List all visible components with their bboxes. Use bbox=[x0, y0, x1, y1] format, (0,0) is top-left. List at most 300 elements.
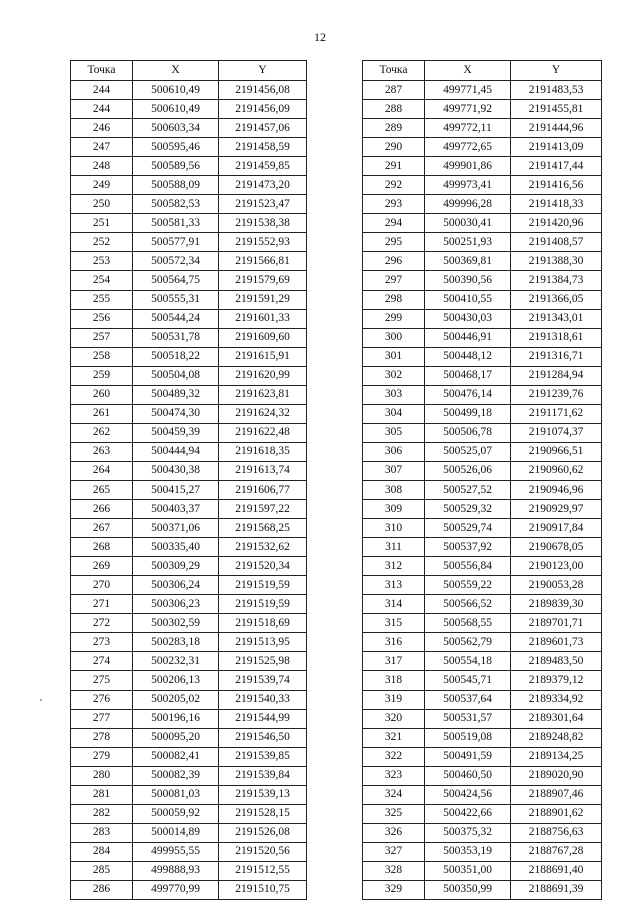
cell-x: 500559,22 bbox=[425, 576, 511, 595]
cell-point: 265 bbox=[71, 480, 133, 499]
table-row bbox=[363, 195, 602, 214]
table-row bbox=[71, 880, 307, 899]
table-row bbox=[363, 595, 602, 614]
cell-x: 500309,29 bbox=[133, 557, 219, 576]
cell-y: 2191413,09 bbox=[511, 138, 602, 157]
cell-y: 2191539,13 bbox=[219, 785, 307, 804]
cell-x: 500499,18 bbox=[425, 404, 511, 423]
cell-point: 284 bbox=[71, 842, 133, 861]
table-row bbox=[71, 785, 307, 804]
cell-point: 281 bbox=[71, 785, 133, 804]
table-row bbox=[71, 652, 307, 671]
table-row bbox=[363, 252, 602, 271]
table-row bbox=[71, 690, 307, 709]
cell-y: 2189134,25 bbox=[511, 747, 602, 766]
cell-point: 278 bbox=[71, 728, 133, 747]
cell-x: 500082,41 bbox=[133, 747, 219, 766]
cell-y: 2191458,59 bbox=[219, 138, 307, 157]
cell-x: 500251,93 bbox=[425, 233, 511, 252]
table-row bbox=[71, 576, 307, 595]
cell-y: 2191597,22 bbox=[219, 500, 307, 519]
table-row bbox=[363, 785, 602, 804]
cell-y: 2191366,05 bbox=[511, 290, 602, 309]
cell-x: 500518,22 bbox=[133, 347, 219, 366]
cell-point: 244 bbox=[71, 81, 133, 100]
cell-x: 500525,07 bbox=[425, 442, 511, 461]
cell-x: 500353,19 bbox=[425, 842, 511, 861]
cell-y: 2188767,28 bbox=[511, 842, 602, 861]
cell-point: 313 bbox=[363, 576, 425, 595]
cell-y: 2191526,08 bbox=[219, 823, 307, 842]
table-row bbox=[71, 81, 307, 100]
cell-point: 303 bbox=[363, 385, 425, 404]
cell-x: 500595,46 bbox=[133, 138, 219, 157]
cell-y: 2189248,82 bbox=[511, 728, 602, 747]
cell-y: 2190053,28 bbox=[511, 576, 602, 595]
cell-y: 2191579,69 bbox=[219, 271, 307, 290]
cell-y: 2191540,33 bbox=[219, 690, 307, 709]
table-row bbox=[363, 480, 602, 499]
cell-x: 500577,91 bbox=[133, 233, 219, 252]
cell-y: 2191171,62 bbox=[511, 404, 602, 423]
cell-y: 2191566,81 bbox=[219, 252, 307, 271]
cell-y: 2191239,76 bbox=[511, 385, 602, 404]
cell-x: 500206,13 bbox=[133, 671, 219, 690]
cell-point: 266 bbox=[71, 500, 133, 519]
cell-x: 500506,78 bbox=[425, 423, 511, 442]
cell-y: 2191456,08 bbox=[219, 81, 307, 100]
cell-x: 500529,32 bbox=[425, 500, 511, 519]
page-number: 12 bbox=[314, 30, 326, 44]
table-row bbox=[71, 614, 307, 633]
cell-y: 2191601,33 bbox=[219, 309, 307, 328]
cell-y: 2190960,62 bbox=[511, 461, 602, 480]
cell-point: 297 bbox=[363, 271, 425, 290]
table-row bbox=[71, 709, 307, 728]
cell-y: 2191284,94 bbox=[511, 366, 602, 385]
table-row bbox=[71, 404, 307, 423]
cell-point: 306 bbox=[363, 442, 425, 461]
table-row bbox=[363, 709, 602, 728]
cell-point: 250 bbox=[71, 195, 133, 214]
cell-point: 274 bbox=[71, 652, 133, 671]
cell-point: 246 bbox=[71, 119, 133, 138]
cell-x: 500556,84 bbox=[425, 557, 511, 576]
table-row bbox=[363, 519, 602, 538]
cell-y: 2191418,33 bbox=[511, 195, 602, 214]
cell-x: 500375,32 bbox=[425, 823, 511, 842]
table-row bbox=[71, 271, 307, 290]
cell-y: 2189301,64 bbox=[511, 709, 602, 728]
cell-x: 499771,45 bbox=[425, 81, 511, 100]
table-row bbox=[363, 614, 602, 633]
cell-y: 2189483,50 bbox=[511, 652, 602, 671]
cell-y: 2191618,35 bbox=[219, 442, 307, 461]
cell-y: 2190678,05 bbox=[511, 538, 602, 557]
cell-x: 500014,89 bbox=[133, 823, 219, 842]
cell-y: 2189701,71 bbox=[511, 614, 602, 633]
cell-y: 2188691,40 bbox=[511, 861, 602, 880]
table-row bbox=[71, 823, 307, 842]
table-row bbox=[363, 385, 602, 404]
cell-point: 260 bbox=[71, 385, 133, 404]
cell-point: 289 bbox=[363, 119, 425, 138]
cell-point: 295 bbox=[363, 233, 425, 252]
cell-x: 500610,49 bbox=[133, 100, 219, 119]
cell-point: 301 bbox=[363, 347, 425, 366]
cell-x: 499901,86 bbox=[425, 157, 511, 176]
table-row bbox=[363, 747, 602, 766]
cell-y: 2191444,96 bbox=[511, 119, 602, 138]
table-row bbox=[363, 157, 602, 176]
cell-y: 2189601,73 bbox=[511, 633, 602, 652]
table-row bbox=[71, 461, 307, 480]
cell-point: 326 bbox=[363, 823, 425, 842]
cell-point: 257 bbox=[71, 328, 133, 347]
cell-y: 2190966,51 bbox=[511, 442, 602, 461]
cell-x: 500196,16 bbox=[133, 709, 219, 728]
cell-point: 273 bbox=[71, 633, 133, 652]
cell-y: 2191613,74 bbox=[219, 461, 307, 480]
cell-point: 268 bbox=[71, 538, 133, 557]
cell-x: 500430,03 bbox=[425, 309, 511, 328]
table-row bbox=[363, 690, 602, 709]
table-row bbox=[71, 538, 307, 557]
cell-point: 275 bbox=[71, 671, 133, 690]
cell-x: 500555,31 bbox=[133, 290, 219, 309]
cell-y: 2191528,15 bbox=[219, 804, 307, 823]
cell-x: 500306,24 bbox=[133, 576, 219, 595]
cell-x: 500519,08 bbox=[425, 728, 511, 747]
cell-point: 277 bbox=[71, 709, 133, 728]
cell-y: 2191316,71 bbox=[511, 347, 602, 366]
table-row bbox=[71, 500, 307, 519]
cell-y: 2191539,85 bbox=[219, 747, 307, 766]
cell-y: 2190123,00 bbox=[511, 557, 602, 576]
cell-point: 304 bbox=[363, 404, 425, 423]
cell-x: 500410,55 bbox=[425, 290, 511, 309]
cell-x: 500369,81 bbox=[425, 252, 511, 271]
table-row bbox=[363, 138, 602, 157]
table-header-row bbox=[363, 61, 602, 81]
cell-point: 296 bbox=[363, 252, 425, 271]
cell-point: 279 bbox=[71, 747, 133, 766]
cell-x: 500459,39 bbox=[133, 423, 219, 442]
scan-speck bbox=[40, 699, 42, 701]
cell-y: 2188901,62 bbox=[511, 804, 602, 823]
table-row bbox=[363, 557, 602, 576]
cell-y: 2191624,32 bbox=[219, 404, 307, 423]
cell-x: 500581,33 bbox=[133, 214, 219, 233]
cell-point: 323 bbox=[363, 766, 425, 785]
table-row bbox=[363, 233, 602, 252]
cell-point: 328 bbox=[363, 861, 425, 880]
table-row bbox=[363, 804, 602, 823]
table-row bbox=[363, 576, 602, 595]
cell-y: 2191457,06 bbox=[219, 119, 307, 138]
cell-point: 312 bbox=[363, 557, 425, 576]
cell-point: 285 bbox=[71, 861, 133, 880]
cell-point: 324 bbox=[363, 785, 425, 804]
cell-point: 264 bbox=[71, 461, 133, 480]
cell-y: 2191455,81 bbox=[511, 100, 602, 119]
cell-y: 2191532,62 bbox=[219, 538, 307, 557]
cell-point: 247 bbox=[71, 138, 133, 157]
cell-x: 500350,99 bbox=[425, 880, 511, 899]
cell-x: 500430,38 bbox=[133, 461, 219, 480]
table-row bbox=[363, 442, 602, 461]
cell-y: 2191525,98 bbox=[219, 652, 307, 671]
cell-point: 267 bbox=[71, 519, 133, 538]
cell-x: 500562,79 bbox=[425, 633, 511, 652]
table-row bbox=[71, 766, 307, 785]
table-row bbox=[71, 100, 307, 119]
cell-point: 248 bbox=[71, 157, 133, 176]
cell-y: 2191343,01 bbox=[511, 309, 602, 328]
cell-point: 263 bbox=[71, 442, 133, 461]
cell-point: 329 bbox=[363, 880, 425, 899]
table-row bbox=[363, 766, 602, 785]
cell-x: 499888,93 bbox=[133, 861, 219, 880]
cell-point: 325 bbox=[363, 804, 425, 823]
table-row bbox=[71, 328, 307, 347]
cell-x: 500460,50 bbox=[425, 766, 511, 785]
cell-y: 2191318,61 bbox=[511, 328, 602, 347]
cell-x: 500527,52 bbox=[425, 480, 511, 499]
table-row bbox=[71, 157, 307, 176]
cell-x: 500390,56 bbox=[425, 271, 511, 290]
table-row bbox=[71, 233, 307, 252]
cell-point: 272 bbox=[71, 614, 133, 633]
cell-x: 500403,37 bbox=[133, 500, 219, 519]
cell-y: 2191591,29 bbox=[219, 290, 307, 309]
cell-x: 500283,18 bbox=[133, 633, 219, 652]
cell-y: 2191544,99 bbox=[219, 709, 307, 728]
header-point: Точка bbox=[363, 61, 425, 81]
cell-x: 499955,55 bbox=[133, 842, 219, 861]
table-row bbox=[363, 652, 602, 671]
cell-x: 500422,66 bbox=[425, 804, 511, 823]
table-row bbox=[363, 842, 602, 861]
cell-y: 2191520,56 bbox=[219, 842, 307, 861]
cell-y: 2191615,91 bbox=[219, 347, 307, 366]
cell-point: 287 bbox=[363, 81, 425, 100]
cell-y: 2191620,99 bbox=[219, 366, 307, 385]
cell-x: 500476,14 bbox=[425, 385, 511, 404]
cell-x: 500582,53 bbox=[133, 195, 219, 214]
cell-point: 298 bbox=[363, 290, 425, 309]
cell-y: 2191609,60 bbox=[219, 328, 307, 347]
table-row bbox=[71, 138, 307, 157]
cell-point: 286 bbox=[71, 880, 133, 899]
cell-x: 500566,52 bbox=[425, 595, 511, 614]
cell-point: 321 bbox=[363, 728, 425, 747]
cell-x: 500351,00 bbox=[425, 861, 511, 880]
table-row bbox=[363, 328, 602, 347]
table-row bbox=[363, 633, 602, 652]
cell-x: 500082,39 bbox=[133, 766, 219, 785]
cell-x: 500545,71 bbox=[425, 671, 511, 690]
table-row bbox=[363, 538, 602, 557]
cell-point: 316 bbox=[363, 633, 425, 652]
cell-x: 500568,55 bbox=[425, 614, 511, 633]
table-row bbox=[363, 309, 602, 328]
cell-point: 320 bbox=[363, 709, 425, 728]
table-row bbox=[363, 290, 602, 309]
cell-x: 500205,02 bbox=[133, 690, 219, 709]
header-y: Y bbox=[219, 61, 307, 81]
table-row bbox=[71, 480, 307, 499]
cell-x: 500489,32 bbox=[133, 385, 219, 404]
cell-x: 500529,74 bbox=[425, 519, 511, 538]
table-row bbox=[363, 176, 602, 195]
table-row bbox=[363, 347, 602, 366]
cell-x: 500448,12 bbox=[425, 347, 511, 366]
cell-y: 2190929,97 bbox=[511, 500, 602, 519]
table-row bbox=[71, 176, 307, 195]
cell-x: 500537,92 bbox=[425, 538, 511, 557]
cell-x: 500589,56 bbox=[133, 157, 219, 176]
cell-point: 254 bbox=[71, 271, 133, 290]
cell-point: 305 bbox=[363, 423, 425, 442]
cell-y: 2191539,84 bbox=[219, 766, 307, 785]
cell-x: 500095,20 bbox=[133, 728, 219, 747]
cell-x: 500564,75 bbox=[133, 271, 219, 290]
cell-point: 249 bbox=[71, 176, 133, 195]
cell-x: 500415,27 bbox=[133, 480, 219, 499]
table-row bbox=[71, 861, 307, 880]
cell-x: 500544,24 bbox=[133, 309, 219, 328]
table-row bbox=[363, 271, 602, 290]
cell-point: 259 bbox=[71, 366, 133, 385]
cell-y: 2191513,95 bbox=[219, 633, 307, 652]
cell-point: 307 bbox=[363, 461, 425, 480]
cell-x: 500531,78 bbox=[133, 328, 219, 347]
cell-point: 308 bbox=[363, 480, 425, 499]
cell-point: 317 bbox=[363, 652, 425, 671]
cell-point: 244 bbox=[71, 100, 133, 119]
header-y: Y bbox=[511, 61, 602, 81]
table-row bbox=[363, 404, 602, 423]
cell-y: 2191539,74 bbox=[219, 671, 307, 690]
cell-y: 2191459,85 bbox=[219, 157, 307, 176]
table-row bbox=[363, 366, 602, 385]
cell-point: 293 bbox=[363, 195, 425, 214]
cell-y: 2191408,57 bbox=[511, 233, 602, 252]
cell-x: 499996,28 bbox=[425, 195, 511, 214]
table-row bbox=[71, 804, 307, 823]
table-row bbox=[71, 557, 307, 576]
cell-point: 280 bbox=[71, 766, 133, 785]
cell-x: 500572,34 bbox=[133, 252, 219, 271]
cell-point: 282 bbox=[71, 804, 133, 823]
cell-y: 2191420,96 bbox=[511, 214, 602, 233]
cell-point: 261 bbox=[71, 404, 133, 423]
cell-x: 499973,41 bbox=[425, 176, 511, 195]
cell-y: 2191074,37 bbox=[511, 423, 602, 442]
cell-y: 2191519,59 bbox=[219, 595, 307, 614]
cell-y: 2190946,96 bbox=[511, 480, 602, 499]
cell-y: 2191538,38 bbox=[219, 214, 307, 233]
cell-y: 2191456,09 bbox=[219, 100, 307, 119]
table-row bbox=[363, 100, 602, 119]
table-row bbox=[71, 195, 307, 214]
cell-point: 255 bbox=[71, 290, 133, 309]
table-row bbox=[363, 671, 602, 690]
cell-x: 500302,59 bbox=[133, 614, 219, 633]
cell-point: 299 bbox=[363, 309, 425, 328]
coordinates-table-left bbox=[70, 60, 307, 900]
table-row bbox=[363, 861, 602, 880]
cell-y: 2191520,34 bbox=[219, 557, 307, 576]
cell-point: 300 bbox=[363, 328, 425, 347]
cell-point: 315 bbox=[363, 614, 425, 633]
cell-y: 2191552,93 bbox=[219, 233, 307, 252]
cell-y: 2191568,25 bbox=[219, 519, 307, 538]
header-x: X bbox=[133, 61, 219, 81]
table-row bbox=[71, 252, 307, 271]
table-row bbox=[363, 461, 602, 480]
cell-point: 319 bbox=[363, 690, 425, 709]
cell-x: 500371,06 bbox=[133, 519, 219, 538]
cell-x: 500537,64 bbox=[425, 690, 511, 709]
header-x: X bbox=[425, 61, 511, 81]
cell-point: 256 bbox=[71, 309, 133, 328]
cell-y: 2191523,47 bbox=[219, 195, 307, 214]
cell-y: 2188756,63 bbox=[511, 823, 602, 842]
cell-point: 253 bbox=[71, 252, 133, 271]
cell-x: 500030,41 bbox=[425, 214, 511, 233]
table-row bbox=[71, 728, 307, 747]
cell-y: 2191417,44 bbox=[511, 157, 602, 176]
cell-x: 499771,92 bbox=[425, 100, 511, 119]
cell-y: 2191546,50 bbox=[219, 728, 307, 747]
cell-y: 2191606,77 bbox=[219, 480, 307, 499]
table-row bbox=[71, 347, 307, 366]
cell-y: 2191416,56 bbox=[511, 176, 602, 195]
cell-x: 499770,99 bbox=[133, 880, 219, 899]
table-row bbox=[71, 747, 307, 766]
table-row bbox=[71, 366, 307, 385]
cell-point: 251 bbox=[71, 214, 133, 233]
cell-y: 2189839,30 bbox=[511, 595, 602, 614]
table-row bbox=[71, 595, 307, 614]
cell-x: 500335,40 bbox=[133, 538, 219, 557]
cell-x: 500081,03 bbox=[133, 785, 219, 804]
table-row bbox=[363, 214, 602, 233]
cell-x: 500468,17 bbox=[425, 366, 511, 385]
table-row bbox=[71, 385, 307, 404]
table-row bbox=[71, 309, 307, 328]
coordinates-table-right bbox=[362, 60, 602, 900]
cell-x: 500504,08 bbox=[133, 366, 219, 385]
table-row bbox=[71, 214, 307, 233]
cell-point: 302 bbox=[363, 366, 425, 385]
cell-x: 499772,65 bbox=[425, 138, 511, 157]
cell-point: 283 bbox=[71, 823, 133, 842]
cell-y: 2191519,59 bbox=[219, 576, 307, 595]
cell-y: 2189379,12 bbox=[511, 671, 602, 690]
cell-point: 327 bbox=[363, 842, 425, 861]
cell-point: 314 bbox=[363, 595, 425, 614]
table-row bbox=[363, 728, 602, 747]
table-row bbox=[71, 119, 307, 138]
cell-y: 2191384,73 bbox=[511, 271, 602, 290]
cell-x: 500603,34 bbox=[133, 119, 219, 138]
cell-point: 292 bbox=[363, 176, 425, 195]
cell-y: 2189020,90 bbox=[511, 766, 602, 785]
cell-y: 2188907,46 bbox=[511, 785, 602, 804]
